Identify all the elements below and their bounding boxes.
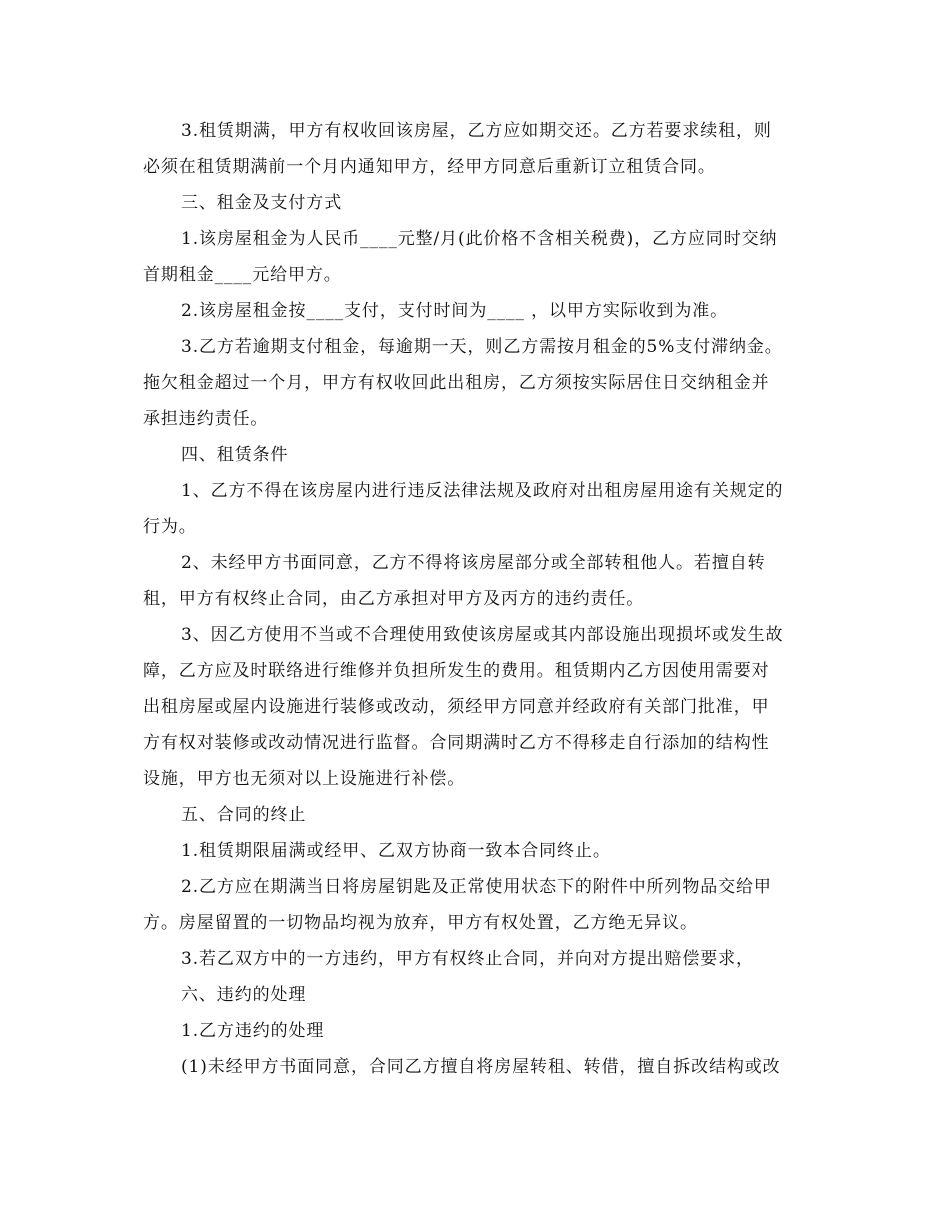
text-line: 租，甲方有权终止合同，由乙方承担对甲方及丙方的违约责任。 bbox=[143, 589, 645, 609]
text-line: 3.租赁期满，甲方有权收回该房屋，乙方应如期交还。乙方若要求续租，则 bbox=[181, 121, 772, 141]
text-line: (1)未经甲方书面同意，合同乙方擅自将房屋转租、转借，擅自拆改结构或改 bbox=[181, 1057, 781, 1077]
text-line: 障，乙方应及时联络进行维修并负担所发生的费用。租赁期内乙方因使用需要对 bbox=[143, 661, 770, 681]
text-line: 1.该房屋租金为人民币____元整/月(此价格不含相关税费)，乙方应同时交纳 bbox=[181, 229, 778, 249]
text-line: 1.乙方违约的处理 bbox=[181, 1021, 325, 1041]
text-line: 3、因乙方使用不当或不合理使用致使该房屋或其内部设施出现损坏或发生故 bbox=[181, 625, 784, 645]
text-line: 2、未经甲方书面同意，乙方不得将该房屋部分或全部转租他人。若擅自转 bbox=[181, 553, 766, 573]
text-line: 设施，甲方也无须对以上设施进行补偿。 bbox=[143, 769, 466, 789]
text-line: 3.乙方若逾期支付租金，每逾期一天，则乙方需按月租金的5%支付滞纳金。 bbox=[181, 337, 783, 357]
text-line: 2.乙方应在期满当日将房屋钥匙及正常使用状态下的附件中所列物品交给甲 bbox=[181, 877, 772, 897]
section-heading: 三、租金及支付方式 bbox=[181, 193, 343, 213]
text-line: 首期租金____元给甲方。 bbox=[143, 265, 342, 285]
text-line: 出租房屋或屋内设施进行装修或改动，须经甲方同意并经政府有关部门批准，甲 bbox=[143, 697, 770, 717]
text-line: 3.若乙双方中的一方违约，甲方有权终止合同，并向对方提出赔偿要求， bbox=[181, 949, 754, 969]
text-line: 承担违约责任。 bbox=[143, 409, 269, 429]
section-heading: 四、租赁条件 bbox=[181, 445, 289, 465]
text-line: 1、乙方不得在该房屋内进行违反法律法规及政府对出租房屋用途有关规定的 bbox=[181, 481, 784, 501]
text-line: 行为。 bbox=[143, 517, 197, 537]
text-line: 1.租赁期限届满或经甲、乙双方协商一致本合同终止。 bbox=[181, 841, 611, 861]
section-heading: 六、违约的处理 bbox=[181, 985, 307, 1005]
text-line: 必须在租赁期满前一个月内通知甲方，经甲方同意后重新订立租赁合同。 bbox=[143, 157, 716, 177]
section-heading: 五、合同的终止 bbox=[181, 805, 307, 825]
text-line: 2.该房屋租金按____支付，支付时间为____ ，以甲方实际收到为准。 bbox=[181, 301, 729, 321]
text-line: 方有权对装修或改动情况进行监督。合同期满时乙方不得移走自行添加的结构性 bbox=[143, 733, 770, 753]
text-line: 方。房屋留置的一切物品均视为放弃，甲方有权处置，乙方绝无异议。 bbox=[143, 913, 698, 933]
text-line: 拖欠租金超过一个月，甲方有权收回此出租房，乙方须按实际居住日交纳租金并 bbox=[143, 373, 770, 393]
